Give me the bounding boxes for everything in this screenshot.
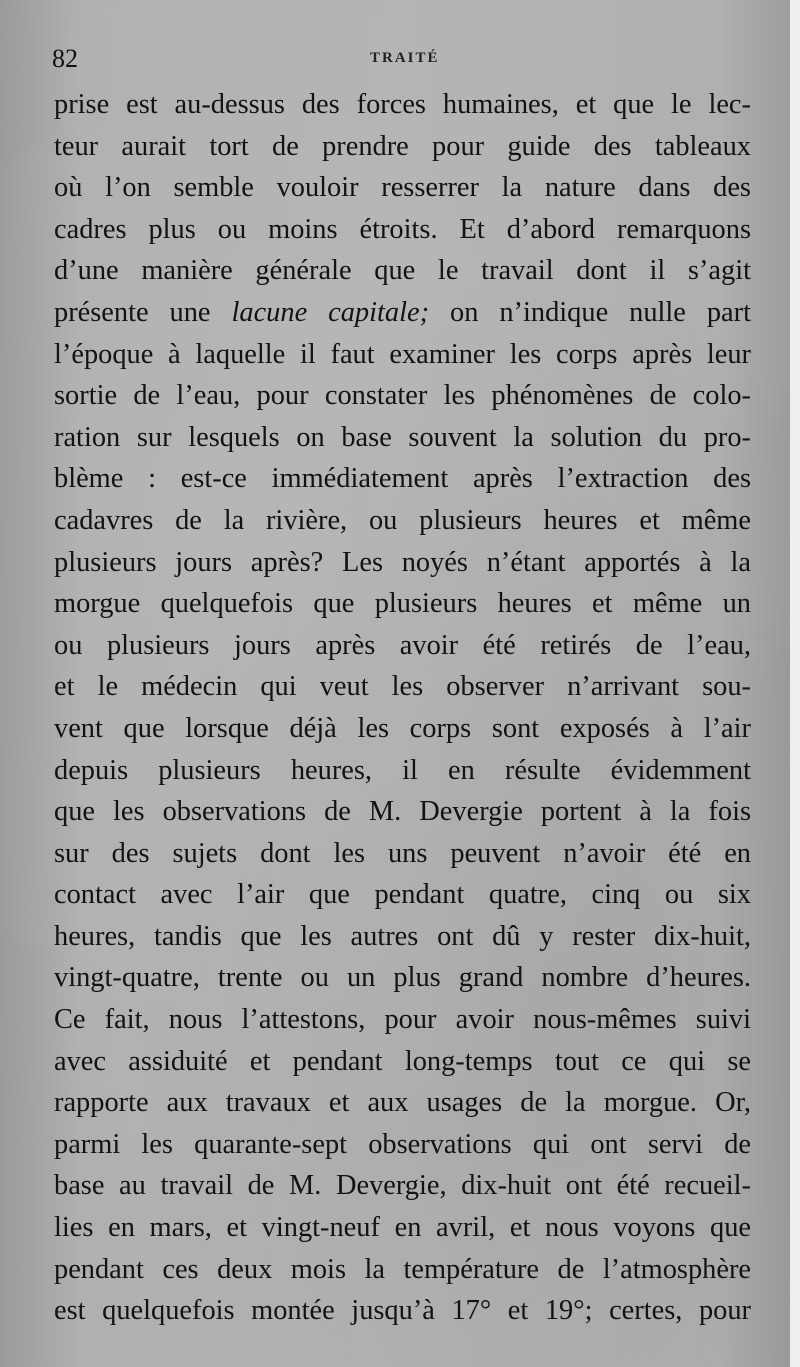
text-line: cadavres de la rivière, ou plusieurs heures et même (54, 504, 751, 536)
page-number: 82 (52, 44, 78, 73)
text-line: cadres plus ou moins étroits. Et d’abord remarquons (54, 213, 751, 245)
text-line: rapporte aux travaux et aux usages de la morgue. Or, (54, 1087, 751, 1119)
text-line: que les observations de M. Devergie portent à la fois (54, 796, 751, 828)
text-line: heures, tandis que les autres ont dû y rester dix-huit, (54, 920, 751, 952)
text-line: depuis plusieurs heures, il en résulte évidemment (54, 754, 751, 786)
text-line: prise est au-dessus des forces humaines, et que le lec- (54, 89, 751, 120)
running-title: TRAITÉ (370, 50, 440, 66)
page-edge (790, 0, 800, 1367)
body-text (54, 84, 751, 1332)
text-line: et le médecin qui veut les observer n’arrivant sou- (54, 671, 751, 703)
text-line: plusieurs jours après? Les noyés n’étant apportés à la (54, 546, 751, 578)
text-line: l’époque à laquelle il faut examiner les corps après leur (54, 338, 751, 370)
page-header (52, 44, 752, 74)
text-line: où l’on semble vouloir resserrer la nature dans des (54, 172, 751, 204)
text-line: ou plusieurs jours après avoir été retirés de l’eau, (54, 629, 751, 661)
text-line: vingt-quatre, trente ou un plus grand nombre d’heures. (54, 962, 751, 994)
text-line: d’une manière générale que le travail dont il s’agit (54, 255, 751, 287)
text-segment: présente une (54, 296, 232, 328)
text-line: Ce fait, nous l’attestons, pour avoir nous-mêmes suivi (54, 1004, 751, 1036)
text-line-with-italic (54, 292, 751, 334)
text-line: teur aurait tort de prendre pour guide des tableaux (54, 130, 751, 162)
text-line: est quelquefois montée jusqu’à 17° et 19°; certes, pour (54, 1295, 751, 1327)
text-segment: on n’indique nulle part (429, 296, 751, 328)
text-line: parmi les quarante-sept observations qui ont servi de (54, 1128, 751, 1160)
text-line: sortie de l’eau, pour constater les phénomènes de colo- (54, 380, 751, 412)
text-line: lies en mars, et vingt-neuf en avril, et nous voyons que (54, 1212, 751, 1244)
text-line: avec assiduité et pendant long-temps tout ce qui se (54, 1045, 751, 1077)
italic-phrase: lacune capitale; (231, 296, 430, 328)
text-line: blème : est-ce immédiatement après l’extraction des (54, 463, 751, 495)
text-line: base au travail de M. Devergie, dix-huit ont été recueil- (54, 1170, 751, 1202)
text-line: vent que lorsque déjà les corps sont exposés à l’air (54, 712, 751, 744)
text-line: sur des sujets dont les uns peuvent n’avoir été en (54, 837, 751, 869)
text-line: contact avec l’air que pendant quatre, cinq ou six (54, 879, 751, 911)
text-line: ration sur lesquels on base souvent la solution du pro- (54, 421, 751, 453)
text-line: morgue quelquefois que plusieurs heures et même un (54, 588, 751, 620)
text-line: pendant ces deux mois la température de l’atmosphère (54, 1253, 751, 1285)
